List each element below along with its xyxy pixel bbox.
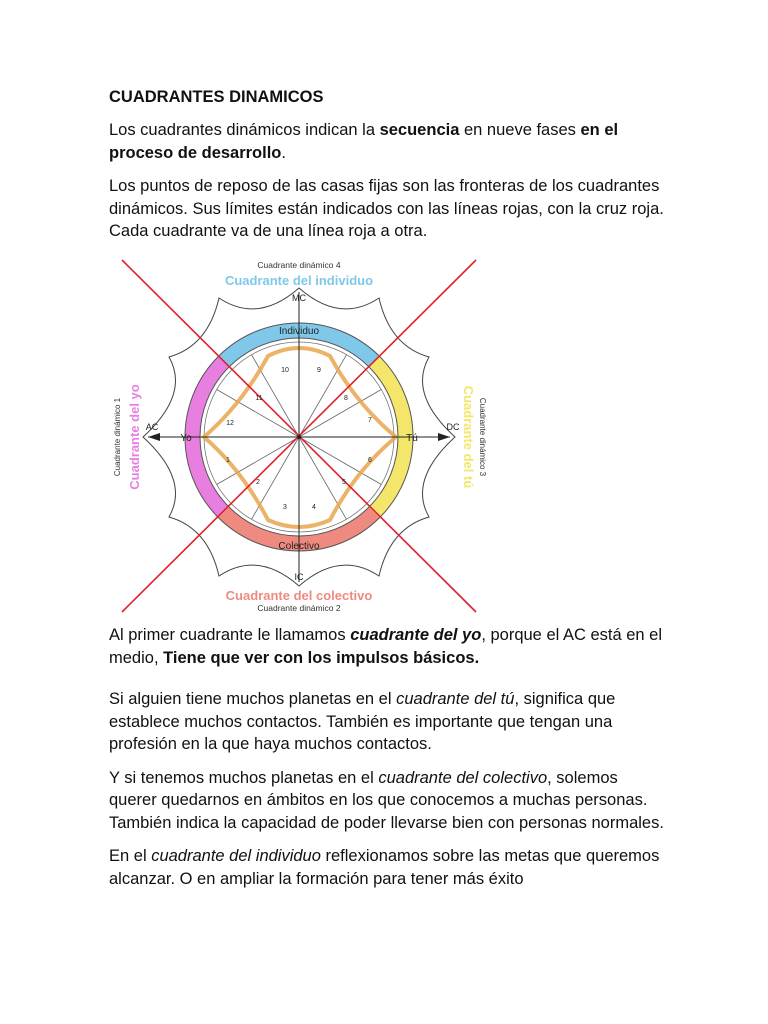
label-left-small: Cuadrante dinámico 1: [113, 397, 122, 477]
house-number-11: 11: [255, 395, 263, 402]
house-number-9: 9: [317, 367, 321, 374]
house-number-1: 1: [226, 457, 230, 464]
p4-text-2: , significa que establece muchos contactos. También es importante que tengan una profesión en la que haya muchos contactos.: [109, 690, 616, 753]
label-top-small: Cuadrante dinámico 4: [257, 260, 341, 270]
p3-text: Al primer cuadrante le llamamos: [109, 626, 351, 644]
p6-text-2: reflexionamos sobre las metas que queremos alcanzar. O en ampliar la formación para tener más éxito: [109, 847, 660, 888]
p1-text-2: en nueve fases: [459, 121, 581, 139]
p4-text: Si alguien tiene muchos planetas en el: [109, 690, 397, 708]
axis-label-dc: DC: [446, 422, 460, 432]
p3-bold-impulsos: Tiene que ver con los impulsos básicos.: [163, 648, 480, 667]
house-number-6: 6: [368, 457, 372, 464]
p1-text: Los cuadrantes dinámicos indican la: [109, 121, 380, 139]
ring-label-tu: Tú: [406, 433, 418, 444]
ring-label-yo: Yo: [180, 433, 192, 444]
p6-text: En el: [109, 847, 152, 865]
house-number-10: 10: [281, 367, 289, 374]
p5-text-2: , solemos querer quedarnos en ámbitos en los que conocemos a muchas personas. También indica la capacidad de poder llevarse bien con personas normales.: [109, 768, 664, 832]
p4-italic-tu: cuadrante del tú: [396, 690, 515, 708]
house-number-7: 7: [368, 417, 372, 424]
label-right-big: Cuadrante del tú: [461, 385, 476, 489]
p5-italic-colectivo: cuadrante del colectivo: [378, 768, 548, 787]
axis-label-ic: IC: [294, 572, 304, 582]
paragraph-3: [109, 624, 669, 669]
paragraph-6: [109, 845, 669, 890]
p6-italic-individuo: cuadrante del individuo: [151, 847, 321, 865]
house-number-2: 2: [256, 479, 260, 486]
house-number-12: 12: [226, 420, 234, 427]
label-right-small: Cuadrante dinámico 3: [478, 397, 487, 477]
ring-label-individuo: Individuo: [278, 326, 320, 337]
house-number-5: 5: [342, 479, 346, 486]
dynamic-quadrants-diagram: [108, 254, 490, 616]
paragraph-4: [109, 688, 669, 756]
house-number-8: 8: [344, 395, 348, 402]
label-bottom-small: Cuadrante dinámico 2: [257, 603, 341, 613]
document-body-lower: [109, 624, 669, 901]
p3-text-2: , porque el AC está en el medio,: [109, 626, 663, 667]
axis-label-ac: AC: [145, 422, 159, 432]
paragraph-2: Los puntos de reposo de las casas fijas son las fronteras de los cuadrantes dinámicos. Sus límites están indicados con las líneas rojas, con la cruz roja. Cada cuadrante va de una línea roja a otra.: [109, 177, 664, 240]
axis-label-mc: MC: [292, 293, 306, 303]
p1-bold-proceso: en el proceso de desarrollo: [109, 121, 619, 162]
paragraph-1: [109, 119, 669, 164]
label-top-big: Cuadrante del individuo: [224, 273, 374, 288]
document-body: [109, 86, 669, 254]
label-left-big: Cuadrante del yo: [127, 384, 142, 490]
house-number-4: 4: [312, 504, 316, 511]
p3-italic-yo: cuadrante del yo: [350, 626, 482, 644]
p1-period: .: [281, 143, 286, 162]
p5-text: Y si tenemos muchos planetas en el: [109, 768, 379, 787]
ac-arrowhead: [148, 433, 160, 441]
paragraph-5: [109, 767, 669, 835]
page-title: CUADRANTES DINAMICOS: [109, 88, 324, 106]
p1-bold-secuencia: secuencia: [379, 121, 460, 139]
dc-arrowhead: [438, 433, 450, 441]
ring-label-colectivo: Colectivo: [278, 541, 320, 552]
house-number-3: 3: [283, 504, 287, 511]
label-bottom-big: Cuadrante del colectivo: [225, 588, 373, 603]
